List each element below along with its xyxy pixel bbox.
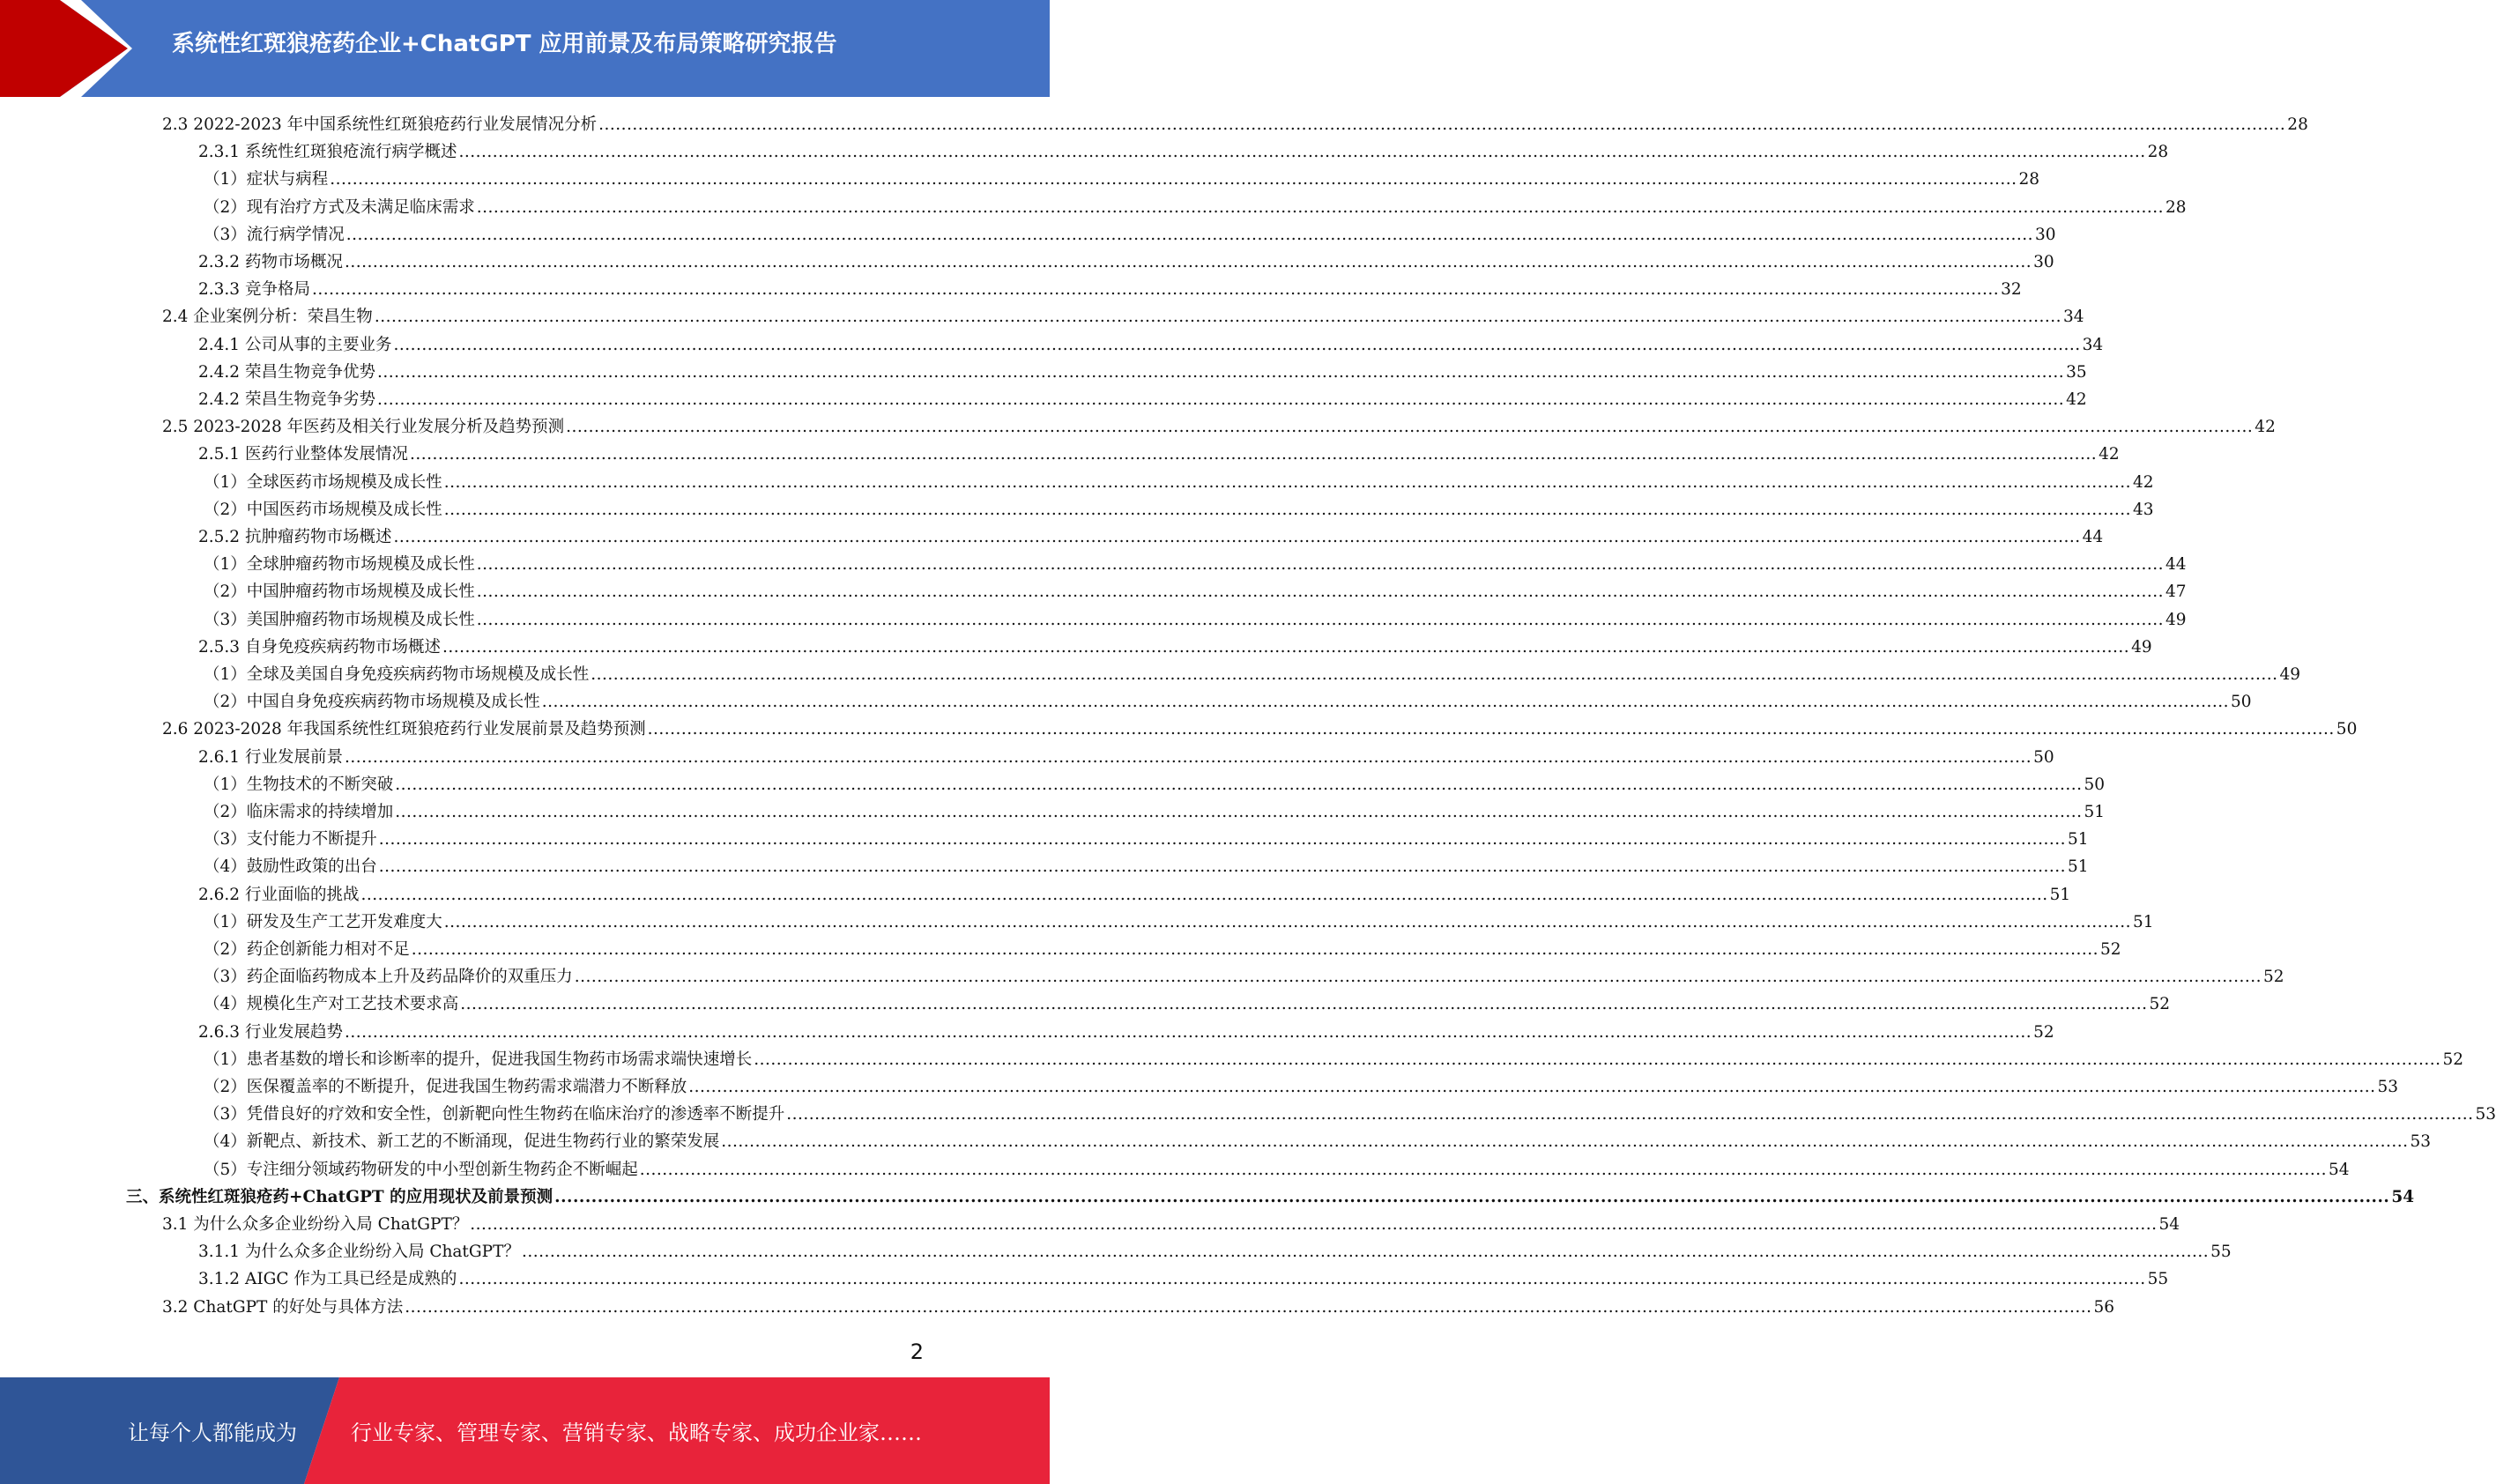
toc-entry-page: 34	[2063, 308, 2084, 327]
toc-entry[interactable]	[198, 634, 2152, 661]
toc-leader-dots: ............................................................................................................................................................................................................................................................................................................	[476, 555, 2164, 575]
toc-entry-page: 44	[2082, 528, 2104, 546]
toc-leader-dots: ............................................................................................................................................................................................................................................................................................................	[395, 775, 2083, 794]
toc-entry-page: 50	[2336, 720, 2358, 739]
toc-entry[interactable]	[204, 909, 2154, 936]
toc-entry[interactable]	[198, 359, 2087, 386]
toc-leader-dots: ............................................................................................................................................................................................................................................................................................................	[754, 1050, 2441, 1069]
toc-leader-dots: ............................................................................................................................................................................................................................................................................................................	[591, 665, 2278, 684]
toc-leader-dots: ............................................................................................................................................................................................................................................................................................................	[786, 1105, 2474, 1124]
toc-leader-dots: ............................................................................................................................................................................................................................................................................................................	[688, 1078, 2376, 1096]
toc-entry[interactable]	[198, 523, 2104, 551]
report-title: 系统性红斑狼疮药企业+ChatGPT 应用前景及布局策略研究报告	[172, 31, 837, 57]
toc-entry-label: 2.3 2022-2023 年中国系统性红斑狼疮药行业发展情况分析	[162, 115, 598, 134]
toc-entry-page: 30	[2033, 253, 2054, 271]
toc-entry[interactable]	[204, 469, 2154, 496]
toc-entry-label: 2.5.1 医药行业整体发展情况	[198, 445, 408, 464]
toc-leader-dots: ............................................................................................................................................................................................................................................................................................................	[344, 747, 2032, 767]
toc-entry[interactable]	[162, 413, 2276, 441]
toc-entry-page: 52	[2099, 940, 2121, 959]
toc-leader-dots: ............................................................................................................................................................................................................................................................................................................	[360, 885, 2048, 904]
toc-leader-dots: ............................................................................................................................................................................................................................................................................................................	[639, 1160, 2327, 1179]
toc-entry-label: （3）美国肿瘤药物市场规模及成长性	[204, 610, 475, 629]
toc-entry-page: 42	[2132, 472, 2154, 492]
toc-entry-label: 2.6.1 行业发展前景	[198, 747, 343, 767]
toc-entry-page: 51	[2132, 912, 2154, 931]
toc-entry-label: 2.5.3 自身免疫疾病药物市场概述	[198, 637, 441, 657]
toc-entry-page: 51	[2067, 830, 2089, 850]
toc-entry-label: （2）药企创新能力相对不足	[204, 940, 410, 959]
toc-entry[interactable]	[198, 1265, 2169, 1293]
toc-entry-label: （3）药企面临药物成本上升及药品降价的双重压力	[204, 968, 573, 987]
toc-entry-page: 53	[2410, 1132, 2432, 1152]
toc-entry-label: 2.6.2 行业面临的挑战	[198, 885, 360, 904]
toc-entry-label: （2）医保覆盖率的不断提升，促进我国生物药需求端潜力不断释放	[204, 1078, 687, 1096]
toc-entry-page: 43	[2132, 500, 2154, 519]
toc-entry-page: 54	[2328, 1160, 2350, 1179]
toc-entry-page: 56	[2093, 1297, 2115, 1317]
toc-entry-label: （1）全球医药市场规模及成长性	[204, 472, 442, 492]
toc-leader-dots: ............................................................................................................................................................................................................................................................................................................	[476, 197, 2164, 217]
toc-entry-label: （5）专注细分领域药物研发的中小型创新生物药企不断崛起	[204, 1160, 638, 1179]
toc-leader-dots: ............................................................................................................................................................................................................................................................................................................	[470, 1215, 2158, 1234]
toc-entry[interactable]	[204, 963, 2284, 991]
toc-leader-dots: ............................................................................................................................................................................................................................................................................................................	[405, 1297, 2092, 1317]
toc-entry[interactable]	[162, 1211, 2180, 1238]
footer-slogan-left: 让每个人都能成为	[128, 1421, 297, 1445]
toc-entry-page: 49	[2279, 665, 2301, 684]
toc-entry-label: 2.5 2023-2028 年医药及相关行业发展分析及趋势预测	[162, 418, 565, 437]
toc-entry[interactable]	[126, 1183, 2415, 1211]
toc-entry-page: 42	[2066, 390, 2087, 409]
toc-leader-dots: ............................................................................................................................................................................................................................................................................................................	[721, 1132, 2409, 1152]
toc-leader-dots: ............................................................................................................................................................................................................................................................................................................	[541, 693, 2229, 712]
toc-entry-page: 35	[2066, 362, 2087, 382]
toc-entry[interactable]	[204, 1128, 2432, 1155]
toc-leader-dots: ............................................................................................................................................................................................................................................................................................................	[443, 500, 2131, 519]
toc-entry[interactable]	[204, 551, 2187, 578]
toc-leader-dots: ............................................................................................................................................................................................................................................................................................................	[344, 1022, 2032, 1042]
toc-entry-label: 2.5.2 抗肿瘤药物市场概述	[198, 528, 392, 546]
toc-entry-label: （1）患者基数的增长和诊断率的提升，促进我国生物药市场需求端快速增长	[204, 1050, 753, 1069]
toc-entry-label: （2）中国医药市场规模及成长性	[204, 500, 442, 519]
toc-entry-label: （3）流行病学情况	[204, 225, 345, 244]
page-header	[0, 0, 1050, 97]
toc-entry[interactable]	[162, 716, 2358, 743]
toc-entry[interactable]	[198, 1019, 2054, 1046]
toc-entry[interactable]	[162, 1294, 2115, 1321]
toc-entry-label: 2.4.2 荣昌生物竞争劣势	[198, 390, 375, 409]
toc-entry[interactable]	[204, 1156, 2350, 1183]
toc-entry-label: 3.1 为什么众多企业纷纷入局 ChatGPT？	[162, 1215, 469, 1234]
toc-entry-label: （1）全球及美国自身免疫疾病药物市场规模及成长性	[204, 665, 590, 684]
toc-entry[interactable]	[204, 936, 2121, 963]
toc-entry-page: 47	[2165, 582, 2187, 602]
toc-entry-label: （1）生物技术的不断突破	[204, 775, 394, 794]
toc-entry[interactable]	[198, 331, 2104, 359]
toc-entry-label: （2）现有治疗方式及未满足临床需求	[204, 197, 475, 217]
toc-entry-page: 51	[2049, 885, 2071, 904]
toc-leader-dots: ............................................................................................................................................................................................................................................................................................................	[458, 1270, 2146, 1289]
toc-leader-dots: ............................................................................................................................................................................................................................................................................................................	[393, 528, 2081, 546]
toc-entry-page: 51	[2067, 857, 2089, 877]
toc-entry-label: （2）临床需求的持续增加	[204, 803, 394, 821]
toc-entry-label: （1）研发及生产工艺开发难度大	[204, 912, 442, 931]
toc-leader-dots: ............................................................................................................................................................................................................................................................................................................	[330, 170, 2017, 189]
toc-entry-page: 49	[2131, 637, 2152, 657]
toc-leader-dots: ............................................................................................................................................................................................................................................................................................................	[443, 912, 2131, 931]
toc-entry-label: 3.1.2 AIGC 作为工具已经是成熟的	[198, 1270, 457, 1289]
toc-entry-page: 54	[2158, 1215, 2180, 1234]
toc-entry[interactable]	[162, 111, 2308, 138]
toc-entry-page: 49	[2165, 610, 2187, 629]
footer-slogan-right: 行业专家、管理专家、营销专家、战略专家、成功企业家……	[351, 1421, 922, 1445]
toc-entry-page: 50	[2230, 693, 2252, 712]
toc-entry[interactable]	[198, 386, 2087, 413]
toc-leader-dots: ............................................................................................................................................................................................................................................................................................................	[443, 472, 2131, 492]
toc-leader-dots: ............................................................................................................................................................................................................................................................................................................	[378, 857, 2066, 877]
toc-entry-page: 28	[2287, 115, 2308, 134]
toc-entry[interactable]	[204, 221, 2056, 249]
toc-entry[interactable]	[204, 578, 2187, 605]
toc-entry-label: （3）支付能力不断提升	[204, 830, 377, 850]
toc-entry-page: 42	[2099, 445, 2120, 464]
toc-entry[interactable]	[204, 1073, 2399, 1101]
toc-leader-dots: ............................................................................................................................................................................................................................................................................................................	[376, 390, 2065, 409]
toc-entry-label: 2.4.2 荣昌生物竞争优势	[198, 362, 375, 382]
page-footer	[0, 1377, 1050, 1484]
toc-entry-page: 50	[2033, 747, 2054, 767]
toc-entry-page: 51	[2084, 803, 2106, 821]
toc-leader-dots: ............................................................................................................................................................................................................................................................................................................	[476, 582, 2164, 602]
toc-entry-page: 30	[2034, 225, 2056, 244]
page-number: 2	[910, 1339, 924, 1364]
toc-entry[interactable]	[198, 276, 2022, 303]
toc-entry[interactable]	[204, 798, 2106, 826]
toc-leader-dots: ............................................................................................................................................................................................................................................................................................................	[409, 445, 2098, 464]
toc-entry-label: （2）中国自身免疫疾病药物市场规模及成长性	[204, 693, 540, 712]
toc-entry-page: 44	[2165, 555, 2187, 575]
toc-leader-dots: ............................................................................................................................................................................................................................................................................................................	[598, 115, 2286, 134]
toc-entry[interactable]	[204, 853, 2089, 880]
toc-entry[interactable]	[204, 194, 2187, 221]
toc-entry-label: （4）鼓励性政策的出台	[204, 857, 377, 877]
toc-leader-dots: ............................................................................................................................................................................................................................................................................................................	[554, 1187, 2390, 1206]
toc-entry-label: 2.3.1 系统性红斑狼疮流行病学概述	[198, 143, 457, 162]
toc-entry-label: 3.1.1 为什么众多企业纷纷入局 ChatGPT？	[198, 1243, 520, 1262]
toc-leader-dots: ............................................................................................................................................................................................................................................................................................................	[460, 995, 2148, 1014]
toc-leader-dots: ............................................................................................................................................................................................................................................................................................................	[345, 225, 2033, 244]
toc-entry-page: 28	[2165, 197, 2187, 217]
toc-entry[interactable]	[162, 303, 2084, 330]
toc-entry[interactable]	[204, 606, 2187, 634]
toc-entry[interactable]	[204, 826, 2089, 853]
toc-entry[interactable]	[204, 166, 2040, 193]
toc-leader-dots: ............................................................................................................................................................................................................................................................................................................	[521, 1243, 2210, 1262]
toc-entry[interactable]	[198, 138, 2169, 166]
toc-entry-label: （3）凭借良好的疗效和安全性，创新靶向性生物药在临床治疗的渗透率不断提升	[204, 1105, 785, 1124]
toc-entry[interactable]	[204, 496, 2154, 523]
toc-entry-label: （4）规模化生产对工艺技术要求高	[204, 995, 459, 1014]
toc-leader-dots: ............................................................................................................................................................................................................................................................................................................	[378, 830, 2066, 850]
toc-leader-dots: ............................................................................................................................................................................................................................................................................................................	[647, 720, 2335, 739]
toc-entry-page: 52	[2442, 1050, 2464, 1069]
toc-entry-label: 2.4 企业案例分析：荣昌生物	[162, 308, 373, 327]
toc-entry-page: 34	[2082, 335, 2104, 354]
toc-entry-label: 2.4.1 公司从事的主要业务	[198, 335, 392, 354]
toc-entry[interactable]	[204, 1101, 2496, 1128]
toc-entry-page: 55	[2147, 1270, 2169, 1289]
toc-leader-dots: ............................................................................................................................................................................................................................................................................................................	[393, 335, 2081, 354]
toc-leader-dots: ............................................................................................................................................................................................................................................................................................................	[376, 362, 2065, 382]
toc-entry-page: 28	[2147, 143, 2169, 162]
toc-entry-page: 50	[2084, 775, 2106, 794]
toc-entry-label: （1）症状与病程	[204, 170, 329, 189]
toc-entry[interactable]	[198, 881, 2071, 909]
toc-leader-dots: ............................................................................................................................................................................................................................................................................................................	[311, 280, 2000, 300]
toc-entry[interactable]	[204, 661, 2301, 688]
toc-entry-page: 53	[2377, 1078, 2399, 1096]
toc-entry-label: （1）全球肿瘤药物市场规模及成长性	[204, 555, 475, 575]
toc-entry[interactable]	[198, 441, 2120, 468]
toc-entry[interactable]	[204, 771, 2106, 798]
toc-entry-page: 52	[2262, 968, 2284, 987]
toc-leader-dots: ............................................................................................................................................................................................................................................................................................................	[442, 637, 2130, 657]
toc-entry-label: 2.6 2023-2028 年我国系统性红斑狼疮药行业发展前景及趋势预测	[162, 720, 646, 739]
toc-entry[interactable]	[204, 991, 2171, 1018]
toc-entry[interactable]	[204, 1046, 2464, 1073]
toc-entry-label: 3.2 ChatGPT 的好处与具体方法	[162, 1297, 404, 1317]
toc-entry-page: 32	[2001, 280, 2022, 300]
toc-leader-dots: ............................................................................................................................................................................................................................................................................................................	[566, 418, 2254, 437]
toc-entry[interactable]	[198, 744, 2054, 771]
toc-entry-page: 42	[2255, 418, 2276, 437]
toc-entry-label: （2）中国肿瘤药物市场规模及成长性	[204, 582, 475, 602]
toc-entry[interactable]	[198, 249, 2054, 276]
toc-entry-label: 三、系统性红斑狼疮药+ChatGPT 的应用现状及前景预测	[126, 1187, 553, 1206]
toc-entry-page: 53	[2475, 1105, 2496, 1124]
toc-leader-dots: ............................................................................................................................................................................................................................................................................................................	[458, 143, 2146, 162]
toc-entry-page: 55	[2210, 1243, 2232, 1262]
toc-leader-dots: ............................................................................................................................................................................................................................................................................................................	[344, 253, 2032, 271]
toc-leader-dots: ............................................................................................................................................................................................................................................................................................................	[574, 968, 2262, 987]
toc-entry-label: （4）新靶点、新技术、新工艺的不断涌现，促进生物药行业的繁荣发展	[204, 1132, 720, 1152]
toc-entry[interactable]	[204, 688, 2252, 716]
toc-entry-label: 2.3.3 竞争格局	[198, 280, 310, 300]
toc-leader-dots: ............................................................................................................................................................................................................................................................................................................	[476, 610, 2164, 629]
toc-entry[interactable]	[198, 1238, 2232, 1265]
toc-entry-label: 2.6.3 行业发展趋势	[198, 1022, 343, 1042]
toc-entry-page: 54	[2391, 1187, 2415, 1206]
toc-entry-page: 28	[2018, 170, 2040, 189]
toc-leader-dots: ............................................................................................................................................................................................................................................................................................................	[411, 940, 2099, 959]
toc-leader-dots: ............................................................................................................................................................................................................................................................................................................	[395, 803, 2083, 821]
toc-leader-dots: ............................................................................................................................................................................................................................................................................................................	[374, 308, 2061, 327]
toc-entry-page: 52	[2033, 1022, 2054, 1042]
toc-entry-label: 2.3.2 药物市场概况	[198, 253, 343, 271]
toc-entry-page: 52	[2149, 995, 2171, 1014]
